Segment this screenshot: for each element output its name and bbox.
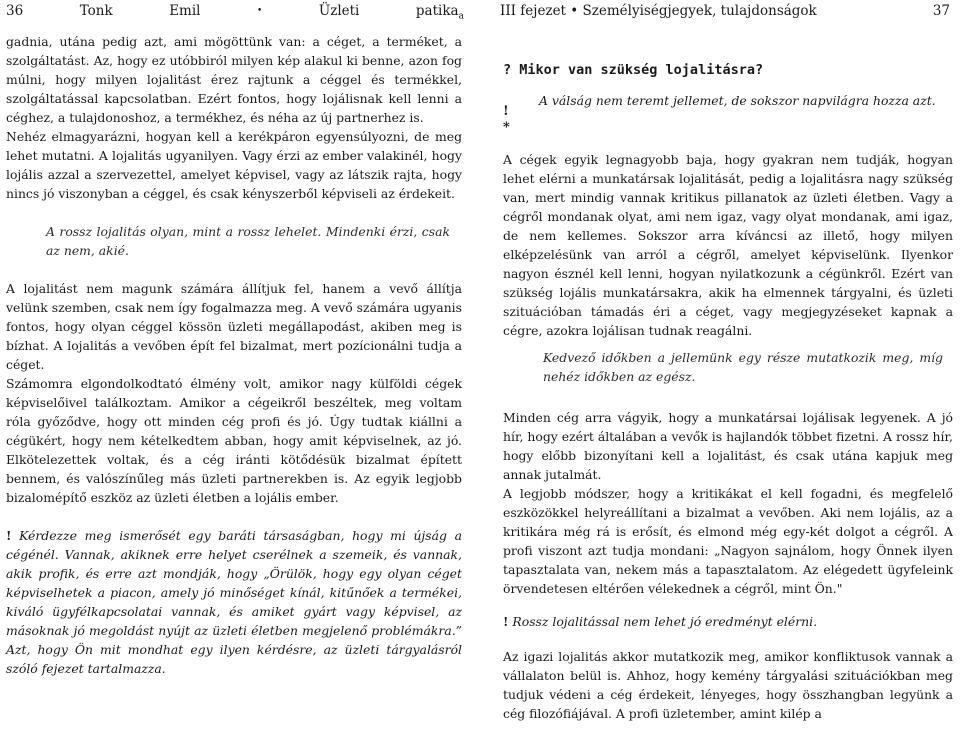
paragraph: A legjobb módszer, hogy a kritikákat el kell fogadni, és megfelelő eszközökkel helyreállítani a bizalmat a vevőben. Aki nem lojális, az a kritikára még rá is erősít, és elmond még egy-két dolgot a cégről. A profi viszont azt tudja mondani: „Nagyon sajnálom, hogy Önnek ilyen tapasztalata van, nekem más a tapasztalatom. Az elégedett ügyfeleink örvendetesen eltérően vélekednek a cégről, mint Ön." [503, 486, 953, 596]
exclamation-icon: ! [6, 528, 12, 543]
tip-text: Kérdezze meg ismerősét egy baráti társaságban, hogy mi újság a cégénél. Vannak, akiknek erre helyet cserélnek a szemeik, és vannak, akik profik, és erre azt mondják, hogy „Örülök, hogy egy olyan céget képviselhetek a piacon, amely jó minőséget kínál, kitűnőek a termékei, kiváló ügyfélkapcsolatai vannak, és amiket gyárt vagy képvisel, az másoknak jó megoldást nyújt az üzleti életben megjelenő problémákra.” Azt, hogy Ön mit mondhat egy ilyen kérdésre, az üzleti tárgyalásról szóló fejezet tartalmazza. [6, 528, 462, 676]
chapter-runhead: III fejezet • Személyiségjegyek, tulajdonságok [500, 3, 817, 19]
right-running-header [500, 0, 960, 22]
asterisk-icon: * [503, 120, 510, 135]
margin-marks [503, 104, 523, 136]
quote: A rossz lojalitás olyan, mint a rossz lehelet. Mindenki érzi, csak az nem, akié. [46, 224, 450, 258]
runhead-bullet: • [257, 6, 263, 16]
tip-box [503, 612, 953, 631]
section-question-heading: ? Mikor van szükség lojalitásra? [503, 62, 764, 78]
tip-text: Rossz lojalitással nem lehet jó eredményt elérni. [512, 614, 818, 629]
right-page-column [503, 32, 953, 723]
right-page-number: 37 [932, 3, 950, 19]
runhead-word: Tonk [79, 3, 113, 19]
runhead-word: Emil [169, 3, 201, 19]
paragraph: A lojalitást nem magunk számára állítjuk fel, hanem a vevő állítja velünk szemben, csak nem így fogalmazza meg. A vevő számára ugyanis fontos, hogy olyan céggel kössön üzleti megállapodást, akiben meg is bízhat. A lojalitás a vevőben épít fel bizalmat, mert pozícionálni tudja a céget. [6, 281, 462, 372]
paragraph: Nehéz elmagyarázni, hogyan kell a kerékpáron egyensúlyozni, de meg lehet mutatni. A lojalitás ugyanilyen. Vagy érzi az ember valakinél, hogy lojális azzal a szervezettel, amelyet képvisel, vagy az látszik rajta, hogy nincs jó viszonyban a céggel, és csak kényszerből képviseli az érdekeit. [6, 129, 462, 201]
exclamation-icon: ! [503, 614, 509, 629]
runhead-subscript: a [458, 11, 464, 22]
runhead-word: Üzleti [318, 3, 360, 19]
quote: Kedvező időkben a jellemünk egy része mutatkozik meg, míg nehéz időkben az egész. [543, 350, 943, 384]
left-page-column [6, 32, 462, 678]
paragraph: gadnia, utána pedig azt, ami mögöttünk van: a céget, a terméket, a szolgáltatást. Az, hogy ez utóbbiról milyen kép alakul ki benne, azon fog múlni, hogy milyen lojalitást érez rajtunk a céggel és termékkel, szolgáltatással kapcsolatban. Ezért fontos, hogy lojálisnak kell lenni a céghez, a tulajdonoshoz, a termékhez, és néha az új partnerhez is. [6, 34, 462, 125]
paragraph: A cégek egyik legnagyobb baja, hogy gyakran nem tudják, hogyan lehet elérni a munkatársak lojalitását, pedig a lojalitásra nagy szükség van, mert mindig vannak kritikus pillanatok az üzleti életben. Vagy a cégről mondanak olyat, ami nem igaz, vagy olyat mondanak, ami igaz, de nem kellemes. Sokszor arra kíváncsi az illető, hogy milyen elképzelésünk van arról a cégről, amelyet képviselünk. Ilyenkor nagyon észnél kell lenni, hogyan nyilatkozunk a cégünkről. Ezért van szükség lojális munkatársakra, akik ha elmennek tárgyalni, és üzleti szituációban támadás éri a céget, vagy megjegyzéseket kapnak a cégre, azokra lojálisan tudnak reagálni. [503, 152, 953, 338]
motto-block [503, 90, 953, 150]
paragraph: Az igazi lojalitás akkor mutatkozik meg, amikor konfliktusok vannak a vállalaton belül is. Ahhoz, hogy kemény tárgyalási szituációkban meg tudjuk védeni a cég érdekeit, lényeges, hogy összhangban legyünk a cég filozófiájával. A profi üzletember, amint kilép a [503, 649, 953, 721]
runhead-word: patika$_a$ [415, 3, 464, 22]
exclamation-icon: ! [503, 104, 509, 119]
paragraph: Számomra elgondolkodtató élmény volt, amikor nagy külföldi cégek képviselőivel találkoztam. Amikor a cégeikről beszéltek, meg voltam róla győződve, hogy ott minden cég profi és jó. Úgy tudtak kiállni a cégükért, hogy nem kételkedtem abban, hogy amit képviselnek, az jó. Elkötelezettek voltak, és a cég iránti kötődésük bizalmat épített bennem, és valószínűleg más üzleti partnerekben is. Az egyik legjobb bizalomépítő eszköz az üzleti életben a lojális ember. [6, 376, 462, 505]
paragraph: Minden cég arra vágyik, hogy a munkatársai lojálisak legyenek. A jó hír, hogy ezért általában a vevők is hajlandók többet fizetni. A rossz hír, hogy előbb bizonyítani kell a lojalitást, és csak utána kapjuk meg annak jutalmát. [503, 410, 953, 482]
left-page-number: 36 [6, 3, 24, 19]
left-running-header [0, 0, 468, 22]
tip-box [6, 526, 462, 678]
motto-quote: A válság nem teremt jellemet, de sokszor napvilágra hozza azt. [539, 93, 936, 108]
